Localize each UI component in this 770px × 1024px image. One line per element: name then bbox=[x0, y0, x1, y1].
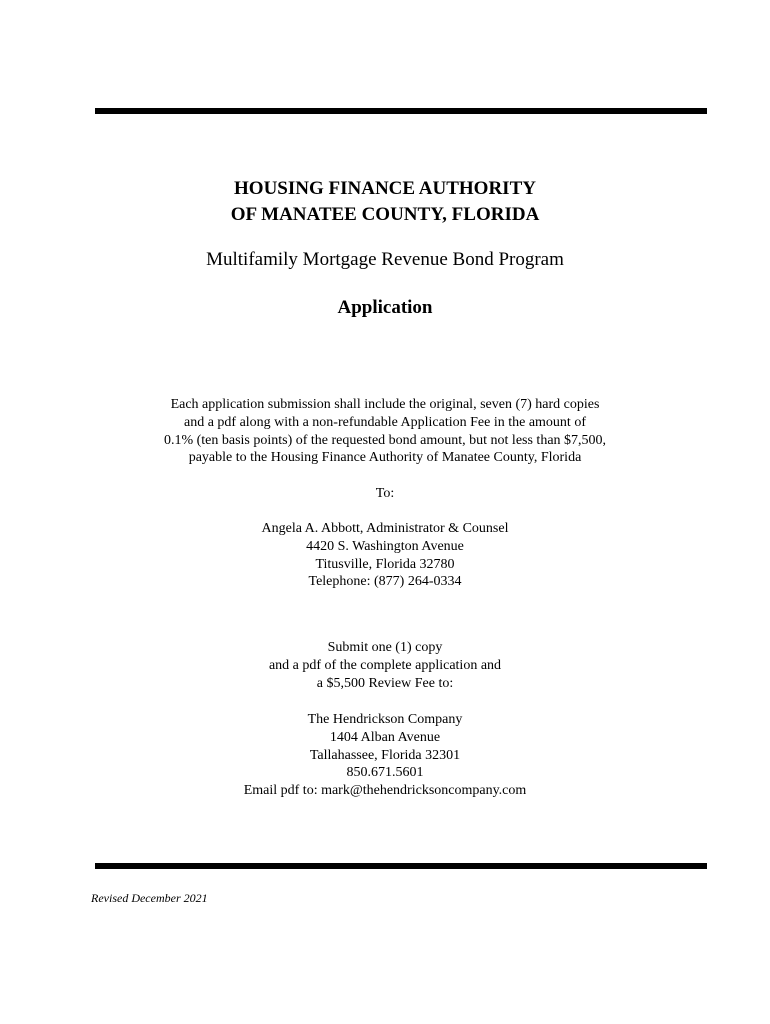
instruction-line: 0.1% (ten basis points) of the requested bond amount, but not less than $7,500, bbox=[163, 432, 607, 448]
contact-street: 4420 S. Washington Avenue bbox=[306, 538, 464, 554]
instruction-line: payable to the Housing Finance Authority of Manatee County, Florida bbox=[188, 450, 582, 466]
contact-name: Angela A. Abbott, Administrator & Counsel bbox=[261, 521, 509, 536]
submission-instructions bbox=[0, 396, 770, 467]
submission-line: a $5,500 Review Fee to: bbox=[316, 675, 454, 691]
document-title bbox=[0, 176, 770, 228]
submission-line: Submit one (1) copy bbox=[327, 640, 443, 655]
contact-city: Titusville, Florida 32780 bbox=[315, 556, 455, 572]
program-name: Multifamily Mortgage Revenue Bond Program bbox=[206, 249, 564, 270]
review-submission-instructions bbox=[0, 639, 770, 692]
revision-date: Revised December 2021 bbox=[91, 891, 208, 905]
instruction-line: Each application submission shall include the original, seven (7) hard copies bbox=[170, 397, 600, 412]
bottom-divider bbox=[95, 863, 707, 869]
title-line-1: HOUSING FINANCE AUTHORITY bbox=[234, 178, 536, 199]
document-type: Application bbox=[337, 297, 433, 318]
primary-contact-address bbox=[0, 520, 770, 591]
submission-line: and a pdf of the complete application and bbox=[268, 657, 502, 673]
contact-phone: Telephone: (877) 264-0334 bbox=[308, 574, 462, 590]
contact-phone: 850.671.5601 bbox=[346, 765, 424, 781]
to-label: To: bbox=[375, 486, 395, 501]
title-line-2: OF MANATEE COUNTY, FLORIDA bbox=[230, 204, 540, 225]
contact-city: Tallahassee, Florida 32301 bbox=[309, 747, 461, 763]
secondary-contact-address bbox=[0, 711, 770, 800]
contact-name: The Hendrickson Company bbox=[307, 712, 463, 727]
contact-email: Email pdf to: mark@thehendricksoncompany.com bbox=[243, 783, 527, 799]
instruction-line: and a pdf along with a non-refundable Application Fee in the amount of bbox=[183, 414, 586, 430]
contact-street: 1404 Alban Avenue bbox=[329, 729, 441, 745]
top-divider bbox=[95, 108, 707, 114]
